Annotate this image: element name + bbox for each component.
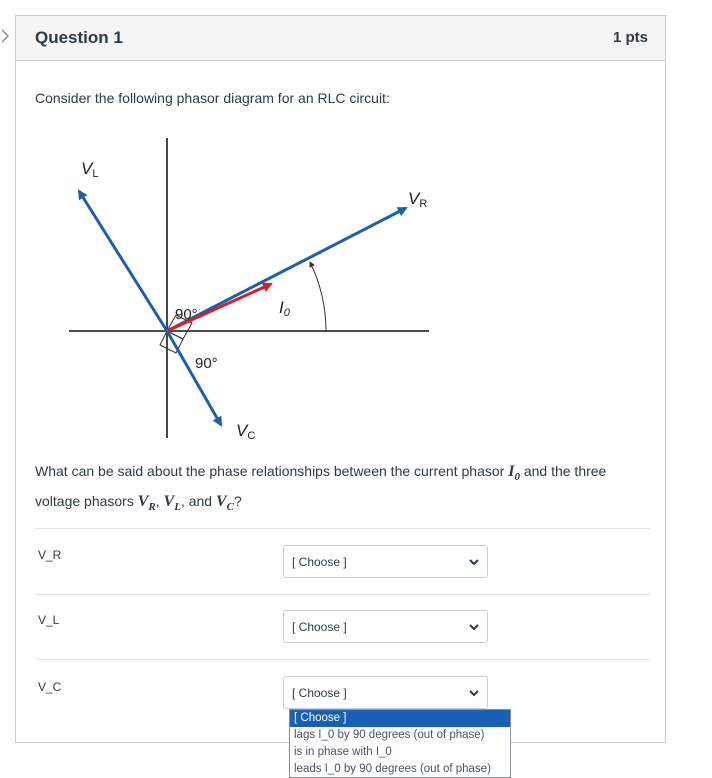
row-divider — [35, 594, 650, 595]
chevron-down-icon — [469, 623, 479, 631]
question-title: Question 1 — [35, 28, 123, 47]
vr-select[interactable] — [283, 545, 488, 578]
row-label-vc: V_C — [38, 680, 62, 694]
vc-select[interactable] — [283, 676, 488, 709]
vc-dropdown-list — [289, 709, 511, 778]
chevron-down-icon — [469, 689, 479, 697]
angle-label-top: 90° — [175, 306, 198, 323]
question-points: 1 pts — [612, 29, 648, 46]
phase-question-text: What can be said about the phase relationships between the current phasor $I_0$ and the three voltage phasors $V_R$, $V_L$, and $V_C$? — [35, 463, 607, 514]
dropdown-option-leads[interactable]: leads I_0 by 90 degrees (out of phase) — [294, 763, 491, 775]
question-header — [16, 16, 665, 61]
math-i0: $I_0$ — [508, 463, 520, 484]
question-card — [15, 15, 666, 743]
vc-label: VC — [236, 421, 256, 442]
chevron-right-icon[interactable] — [0, 28, 10, 44]
dropdown-option-choose[interactable]: [ Choose ] — [290, 710, 510, 727]
vl-select-value: [ Choose ] — [292, 620, 347, 634]
vr-label: VR — [408, 189, 428, 210]
right-angle-marker-bottom — [160, 331, 183, 353]
io-label: I0 — [279, 298, 290, 319]
vl-label: VL — [81, 159, 99, 180]
vc-select-value: [ Choose ] — [292, 686, 347, 700]
row-divider — [35, 528, 650, 529]
phase-angle-arc — [310, 262, 326, 331]
question-prompt: Consider the following phasor diagram for an RLC circuit: — [35, 90, 390, 106]
vl-phasor — [79, 191, 167, 331]
vc-phasor — [167, 331, 221, 425]
dropdown-option-in-phase[interactable]: is in phase with I_0 — [294, 746, 392, 758]
chevron-down-icon — [469, 558, 479, 566]
row-label-vl: V_L — [38, 613, 60, 627]
row-divider — [35, 659, 650, 660]
math-vr: $V_R$ — [137, 493, 156, 514]
row-label-vr: V_R — [38, 548, 62, 562]
math-vc: $V_C$ — [215, 493, 234, 514]
math-vl: $V_L$ — [163, 493, 181, 514]
vl-select[interactable] — [283, 610, 488, 643]
angle-label-bottom: 90° — [195, 355, 218, 372]
phasor-diagram — [66, 138, 466, 453]
vr-select-value: [ Choose ] — [292, 555, 347, 569]
dropdown-option-lags[interactable]: lags I_0 by 90 degrees (out of phase) — [294, 729, 485, 741]
